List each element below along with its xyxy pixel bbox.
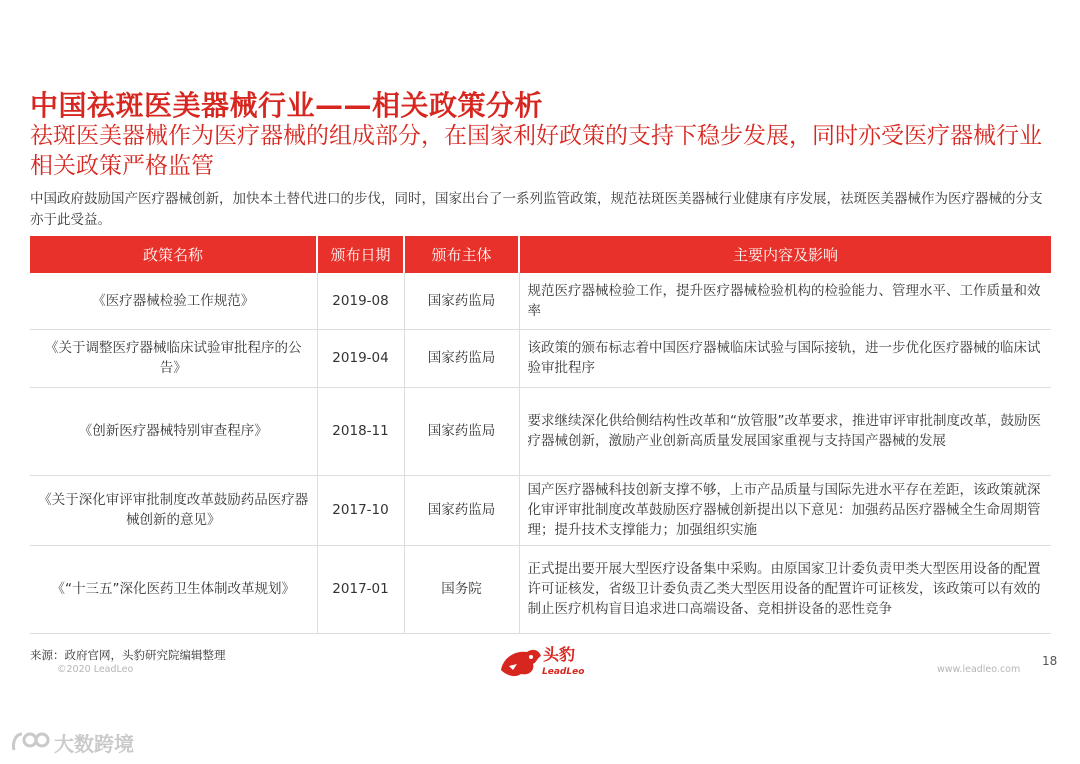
table-row xyxy=(30,387,1051,475)
issuer: 国务院 xyxy=(404,545,519,633)
issue-date: 2018-11 xyxy=(317,387,404,475)
table-row xyxy=(30,545,1051,633)
policy-content: 要求继续深化供给侧结构性改革和“放管服”改革要求，推进审评审批制度改革，鼓励医疗器械创新，激励产业创新高质量发展国家重视与支持国产器械的发展 xyxy=(519,387,1051,475)
header-issuer: 颁布主体 xyxy=(404,236,519,273)
logo-subtext: LeadLeo xyxy=(542,667,585,677)
header-policy-name: 政策名称 xyxy=(30,236,317,273)
issuer: 国家药监局 xyxy=(404,273,519,329)
policy-content: 规范医疗器械检验工作，提升医疗器械检验机构的检验能力、管理水平、工作质量和效率 xyxy=(519,273,1051,329)
copyright: ©2020 LeadLeo xyxy=(57,664,134,675)
table-row xyxy=(30,329,1051,387)
source-note: 来源：政府官网，头豹研究院编辑整理 xyxy=(30,648,226,662)
issue-date: 2017-10 xyxy=(317,475,404,545)
issuer: 国家药监局 xyxy=(404,329,519,387)
issue-date: 2019-08 xyxy=(317,273,404,329)
issuer: 国家药监局 xyxy=(404,475,519,545)
policy-name: 《关于深化审评审批制度改革鼓励药品医疗器械创新的意见》 xyxy=(30,475,317,545)
intro-paragraph: 中国政府鼓励国产医疗器械创新，加快本土替代进口的步伐，同时，国家出台了一系列监管政策，规范祛斑医美器械行业健康有序发展，祛斑医美器械作为医疗器械的分支亦于此受益。 xyxy=(30,191,1043,228)
policy-name: 《关于调整医疗器械临床试验审批程序的公告》 xyxy=(30,329,317,387)
header-content: 主要内容及影响 xyxy=(519,236,1051,273)
policy-content: 该政策的颁布标志着中国医疗器械临床试验与国际接轨，进一步优化医疗器械的临床试验审批程序 xyxy=(519,329,1051,387)
policy-content: 正式提出要开展大型医疗设备集中采购。由原国家卫计委负责甲类大型医用设备的配置许可证核发，省级卫计委负责乙类大型医用设备的配置许可证核发，该政策可以有效的制止医疗机构盲目追求进口高端设备、竞相拼设备的恶性竞争 xyxy=(519,545,1051,633)
website-url: www.leadleo.com xyxy=(937,664,1021,675)
policy-table xyxy=(30,236,1051,634)
policy-name: 《创新医疗器械特别审查程序》 xyxy=(30,387,317,475)
logo-text: 头豹 xyxy=(543,645,576,664)
issue-date: 2017-01 xyxy=(317,545,404,633)
table-row xyxy=(30,475,1051,545)
watermark-text: 大数跨境 xyxy=(54,732,134,756)
issuer: 国家药监局 xyxy=(404,387,519,475)
page-subtitle: 祛斑医美器械作为医疗器械的组成部分，在国家利好政策的支持下稳步发展，同时亦受医疗器械行业相关政策严格监管 xyxy=(30,123,1042,179)
header-issue-date: 颁布日期 xyxy=(317,236,404,273)
table-row xyxy=(30,273,1051,329)
watermark-logo-icon xyxy=(10,730,50,754)
policy-name: 《医疗器械检验工作规范》 xyxy=(30,273,317,329)
page-title: 中国祛斑医美器械行业——相关政策分析 xyxy=(30,89,544,122)
page-number: 18 xyxy=(1042,654,1058,668)
policy-content: 国产医疗器械科技创新支撑不够，上市产品质量与国际先进水平存在差距，该政策就深化审评审批制度改革鼓励医疗器械创新提出以下意见：加强药品医疗器械全生命周期管理；提升技术支撑能力；加强组织实施 xyxy=(519,475,1051,545)
issue-date: 2019-04 xyxy=(317,329,404,387)
policy-name: 《“十三五”深化医药卫生体制改革规划》 xyxy=(30,545,317,633)
table-header-row xyxy=(30,236,1051,273)
